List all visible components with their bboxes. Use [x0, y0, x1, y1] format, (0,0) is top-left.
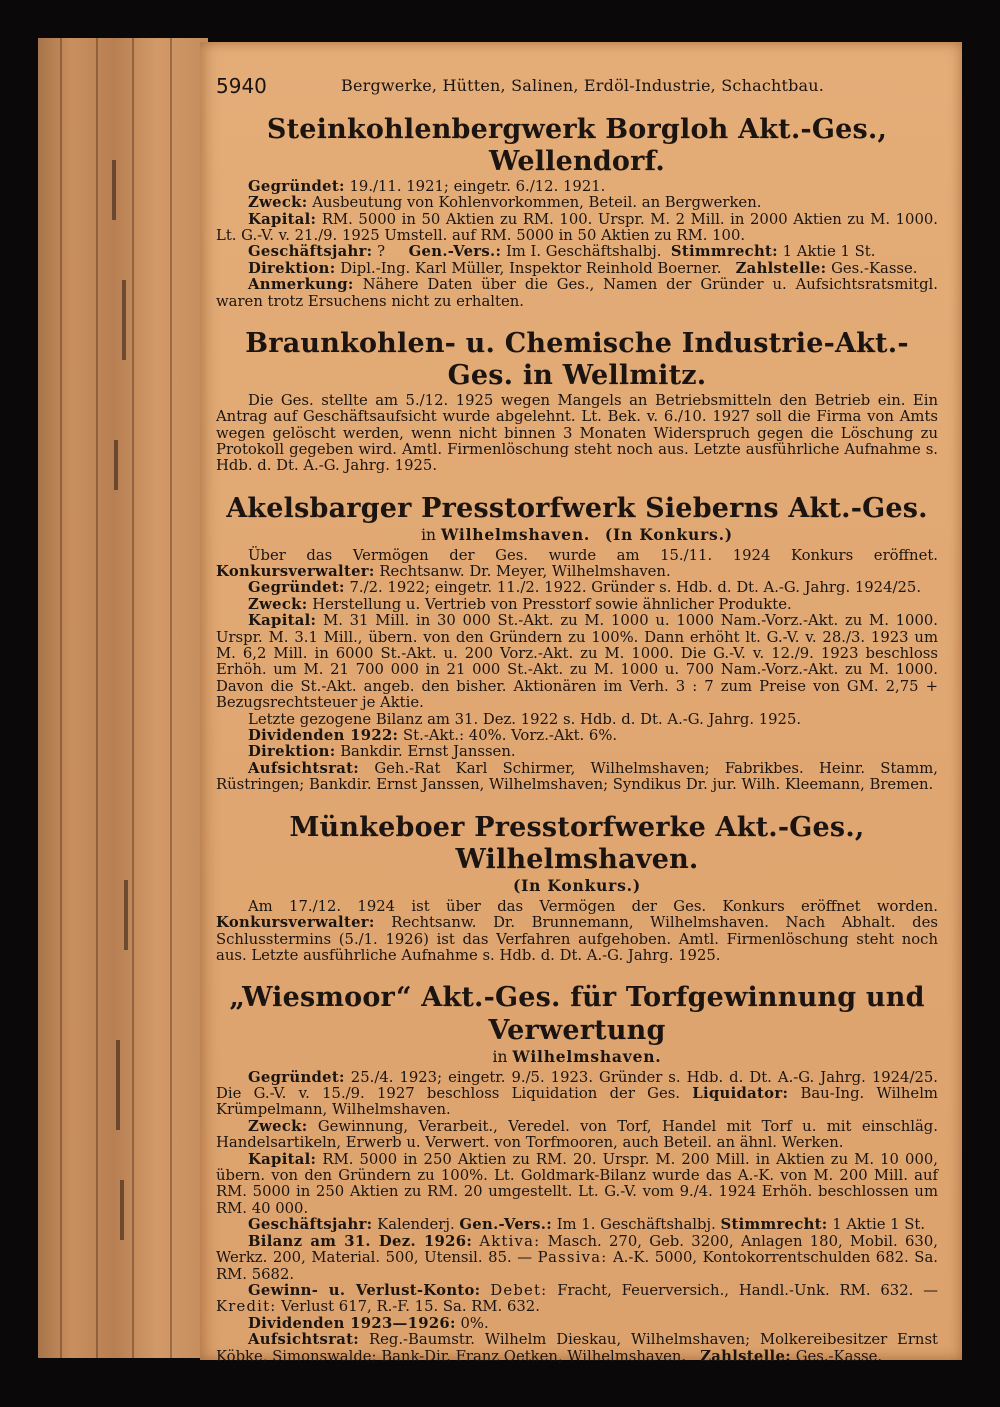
company-title: Steinkohlenbergwerk Borgloh Akt.-Ges., Wellendorf. [266, 114, 888, 178]
field-label: Gegründet: [248, 177, 345, 195]
entry-line: Über das Vermögen der Ges. wurde am 15./11. 1924 Konkurs eröffnet. Konkursverwalter: Rechtsanw. Dr. Meyer, Wilhelmshaven. [216, 546, 938, 581]
company-title: Münkeboer Presstorfwerke Akt.-Ges., Wilhelmshaven. [289, 811, 865, 876]
entry-line: Kapital: RM. 5000 in 250 Aktien zu RM. 20. Urspr. M. 200 Mill. in Aktien zu M. 10 000, übern. von den Gründern zu 100%. Lt. Goldmark-Bilanz wurde das A.-K. von M. 200 Mill. auf RM. 5000 in 250 Aktien zu RM. 20 umgestellt. Lt. G.-V. vom 9./4. 1924 Erhöh. beschlossen um RM. 40 000. [216, 1150, 938, 1217]
entry-line: Geschäftsjahr: ? Gen.-Vers.: Im I. Geschäftshalbj. Stimmrecht: 1 Aktie 1 St. [248, 243, 876, 261]
entry-line: Gegründet: 25./4. 1923; eingetr. 9./5. 1923. Gründer s. Hdb. d. Dt. A.-G. Jahrg. 1924/25. Die G.-V. v. 15./9. 1927 beschloss Liquidation der Ges. Liquidator: Bau-Ing. Wilhelm Krümpelmann, Wilhelmshaven. [216, 1068, 938, 1119]
entry-line: Zweck: Herstellung u. Vertrieb von Presstorf sowie ähnlicher Produkte. [248, 595, 792, 613]
page-number: 5940 [216, 74, 267, 98]
page-edge-line [96, 38, 98, 1358]
entry-line: Am 17./12. 1924 ist über das Vermögen der Ges. Konkurs eröffnet worden. Konkursverwalter: Rechtsanw. Dr. Brunnemann, Wilhelmshaven. Nach Abhalt. des Schlusstermins (5./1. 1926) ist das Verfahren aufgehoben. Amtl. Firmenlöschung steht noch aus. Letzte ausführliche Aufnahme s. Hdb. d. Dt. A.-G. Jahrg. 1925. [216, 897, 938, 965]
company-title: „Wiesmoor“ Akt.-Ges. für Torfgewinnung und Verwertung [229, 982, 925, 1046]
entry-line: Direktion: Bankdir. Ernst Janssen. [248, 743, 516, 761]
company-entry [216, 114, 938, 310]
page-edge-line [60, 38, 62, 1358]
company-entry [216, 328, 938, 475]
page-content [216, 70, 938, 1365]
entry-line: Gewinn- u. Verlust-Konto: Debet: Fracht, Feuerversich., Handl.-Unk. RM. 632. — Kredit: Verlust 617, R.-F. 15. Sa. RM. 632. [216, 1281, 938, 1316]
entry-line: Aufsichtsrat: Reg.-Baumstr. Wilhelm Dieskau, Wilhelmshaven; Molkereibesitzer Ernst Köbke, Simonswalde; Bank-Dir. Franz Oetken, Wilhelmshaven. Zahlstelle: Ges.-Kasse. [216, 1331, 938, 1365]
company-title: Braunkohlen- u. Chemische Industrie-Akt.-Ges. in Wellmitz. [245, 328, 909, 392]
company-subtitle: in Wilhelmshaven. [492, 1047, 662, 1067]
entry-line: Letzte gezogene Bilanz am 31. Dez. 1922 s. Hdb. d. Dt. A.-G. Jahrg. 1925. [248, 710, 802, 728]
entry-line: Kapital: M. 31 Mill. in 30 000 St.-Akt. zu M. 1000 u. 1000 Nam.-Vorz.-Akt. zu M. 1000. Urspr. M. 3.1 Mill., übern. von den Gründern zu 100%. Dann erhöht lt. G.-V. v. 28./3. 1923 um M. 6,2 Mill. in 6000 St.-Akt. u. 200 Vorz.-Akt. zu M. 1000. Die G.-V. v. 12./9. 1923 beschloss Erhöh. um M. 21 700 000 in 21 000 St.-Akt. zu M. 1000 u. 700 Nam.-Vorz.-Akt. zu M. 1000. Davon die St.-Akt. angeb. den bisher. Aktionären im Verh. 3 : 7 zum Preise von GM. 2,75 + Bezugsrechtsteuer je Aktie. [216, 612, 938, 712]
entry-line: Dividenden 1923—1926: 0%. [248, 1314, 489, 1332]
company-subtitle: (In Konkurs.) [512, 876, 642, 896]
running-title: Bergwerke, Hütten, Salinen, Erdöl-Industrie, Schachtbau. [341, 76, 825, 95]
entry-line: Gegründet: 7./2. 1922; eingetr. 11./2. 1922. Gründer s. Hdb. d. Dt. A.-G. Jahrg. 1924/25. [248, 579, 922, 597]
company-subtitle: in Wilhelmshaven. (In Konkurs.) [421, 525, 733, 545]
entry-line: Gegründet: 19./11. 1921; eingetr. 6./12. 1921. [248, 177, 606, 195]
entry-line: Aufsichtsrat: Geh.-Rat Karl Schirmer, Wilhelmshaven; Fabrikbes. Heinr. Stamm, Rüstringen; Bankdir. Ernst Janssen, Wilhelmshaven; Syndikus Dr. jur. Wilh. Kleemann, Bremen. [216, 759, 938, 794]
entry-body: Die Ges. stellte am 5./12. 1925 wegen Mangels an Betriebsmitteln den Betrieb ein. Ein Antrag auf Geschäftsaufsicht wurde abgelehnt. Lt. Bek. v. 6./10. 1927 soll die Firma von Amts wegen gelöscht werden, wenn nicht binnen 3 Monaten Widerspruch gegen die Löschung zu Protokoll gegeben wird. Amtl. Firmenlöschung steht noch aus. Letzte ausführliche Aufnahme s. Hdb. d. Dt. A.-G. Jahrg. 1925. [216, 391, 938, 475]
book-spine [0, 0, 40, 1407]
entry-line: Geschäftsjahr: Kalenderj. Gen.-Vers.: Im 1. Geschäftshalbj. Stimmrecht: 1 Aktie 1 St. [248, 1216, 926, 1234]
entry-line: Dividenden 1922: St.-Akt.: 40%. Vorz.-Akt. 6%. [248, 727, 618, 745]
entry-line: Bilanz am 31. Dez. 1926: Aktiva: Masch. 270, Geb. 3200, Anlagen 180, Mobil. 630, Werkz. 200, Material. 500, Utensil. 85. — Passiva: A.-K. 5000, Kontokorrentschulden 682. Sa. RM. 5682. [216, 1232, 938, 1283]
entry-line: Kapital: RM. 5000 in 50 Aktien zu RM. 100. Urspr. M. 2 Mill. in 2000 Aktien zu M. 1000. Lt. G.-V. v. 21./9. 1925 Umstell. auf RM. 5000 in 50 Aktien zu RM. 100. [216, 210, 938, 244]
entry-line: Zweck: Ausbeutung von Kohlenvorkommen, Beteil. an Bergwerken. [248, 194, 762, 212]
company-entry [216, 493, 938, 794]
entry-line: Zweck: Gewinnung, Verarbeit., Veredel. von Torf, Handel mit Torf u. mit einschläg. Handelsartikeln, Erwerb u. Verwert. von Torfmooren, auch Beteil. an ähnl. Werken. [216, 1117, 938, 1152]
show-through-marks [110, 160, 150, 1360]
company-entry [216, 982, 938, 1364]
company-entry [216, 812, 938, 965]
page-header [216, 70, 938, 110]
entry-line: Anmerkung: Nähere Daten über die Ges., Namen der Gründer u. Aufsichtsratsmitgl. waren trotz Ersuchens nicht zu erhalten. [216, 276, 938, 310]
page-edge-line [170, 38, 172, 1358]
entry-line: Direktion: Dipl.-Ing. Karl Müller, Inspektor Reinhold Boerner. Zahlstelle: Ges.-Kasse. [248, 259, 918, 277]
company-title: Akelsbarger Presstorfwerk Sieberns Akt.-Ges. [226, 492, 928, 524]
